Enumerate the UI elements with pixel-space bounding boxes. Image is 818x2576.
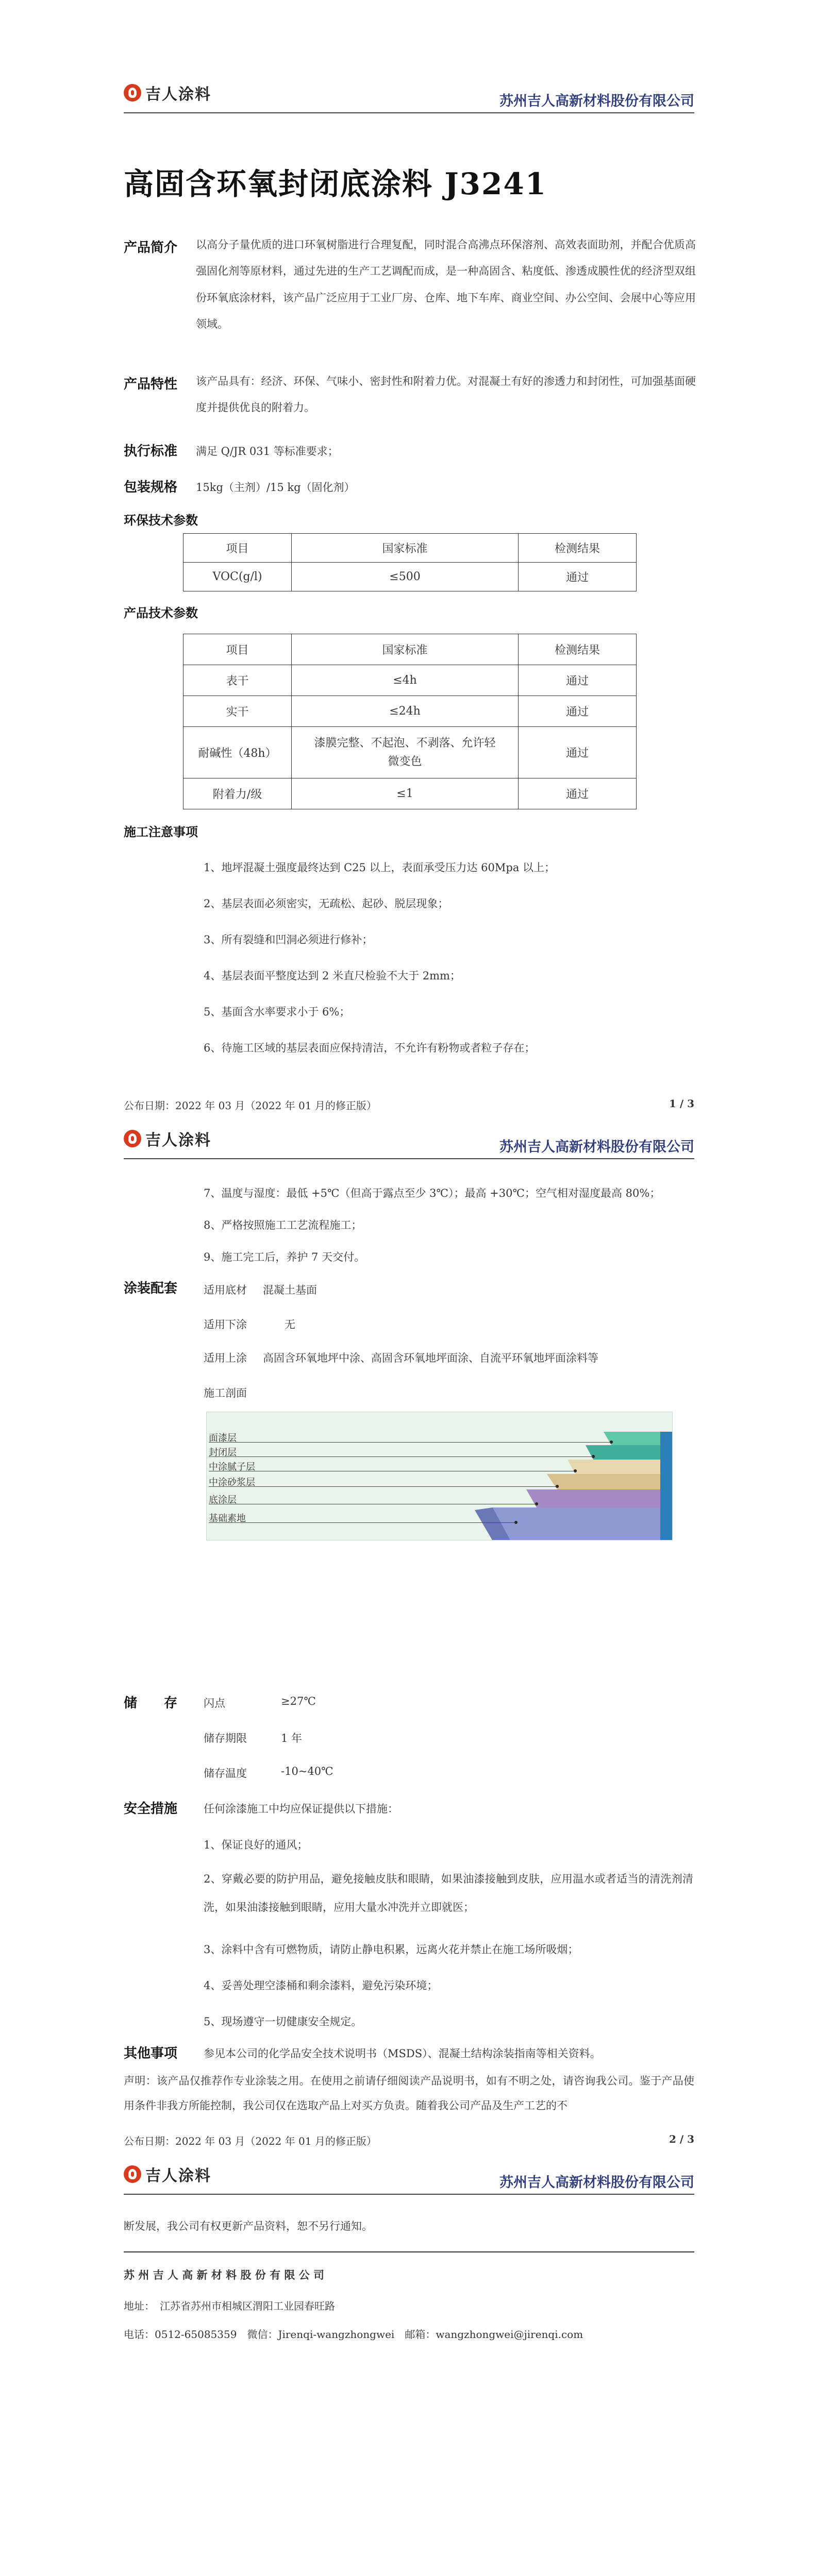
leader-line [209, 1522, 516, 1523]
layer-label: 面漆层 [209, 1433, 237, 1444]
layer-stack-graphic [207, 1412, 673, 1540]
coating-key: 适用上涂 [204, 1352, 247, 1364]
leader-line [209, 1486, 557, 1487]
safety-label: 安全措施 [124, 1801, 178, 1817]
storage-label: 储 存 [124, 1696, 178, 1711]
package-text: 15kg（主剂）/15 kg（固化剂） [196, 481, 355, 494]
note-item: 4、基层表面平整度达到 2 米直尺检验不大于 2mm； [204, 970, 461, 982]
footer-date: 公布日期：2022 年 03 月（2022 年 01 月的修正版） [124, 1099, 377, 1112]
header-company: 苏州吉人高新材料股份有限公司 [499, 93, 694, 109]
footer-date: 公布日期：2022 年 03 月（2022 年 01 月的修正版） [124, 2135, 377, 2147]
table-cell: ≤1 [292, 778, 519, 809]
env-params-title: 环保技术参数 [124, 513, 198, 528]
page-header-1 [124, 82, 694, 113]
table-cell: 附着力/级 [183, 778, 292, 809]
layer-label: 中涂砂浆层 [209, 1477, 255, 1488]
safety-item: 5、现场遵守一切健康安全规定。 [204, 2015, 362, 2028]
note-item: 1、地坪混凝土强度最终达到 C25 以上，表面承受压力达 60Mpa 以上； [204, 861, 556, 874]
note-item: 5、基面含水率要求小于 6%； [204, 1006, 350, 1018]
header-company: 苏州吉人高新材料股份有限公司 [499, 1139, 694, 1155]
intro-label: 产品简介 [124, 240, 178, 256]
logo-icon [124, 1130, 141, 1147]
table-header-cell: 项目 [183, 634, 292, 665]
notes-title: 施工注意事项 [124, 824, 198, 839]
leader-line [209, 1456, 593, 1457]
table-header-row [183, 634, 637, 665]
page-header-2 [124, 1128, 694, 1159]
table-cell: 通过 [519, 778, 637, 809]
table-cell: 表干 [183, 665, 292, 696]
contact-address: 地址： 江苏省苏州市相城区渭阳工业园春旺路 [124, 2300, 335, 2312]
safety-intro: 任何涂漆施工中均应保证提供以下措施： [204, 1803, 398, 1815]
logo-icon [124, 2165, 141, 2183]
table-cell: 通过 [519, 727, 637, 778]
contact-phone: 电话：0512-65085359 微信：Jirenqi-wangzhongwei 邮箱：wangzhongwei@jirenqi.com [124, 2328, 583, 2341]
construction-section-diagram [206, 1412, 673, 1540]
page-header-3 [124, 2164, 694, 2195]
note-item: 8、严格按照施工工艺流程施工； [204, 1219, 362, 1231]
disclaimer-continued: 断发展，我公司有权更新产品资料，恕不另行通知。 [124, 2220, 373, 2232]
company-logo [124, 1128, 211, 1149]
logo-icon [124, 84, 141, 101]
header-company: 苏州吉人高新材料股份有限公司 [499, 2175, 694, 2191]
intro-text: 以高分子量优质的进口环氧树脂进行合理复配，同时混合高沸点环保溶剂、高效表面助剂，并配合优质高强固化剂等原材料，通过先进的生产工艺调配而成，是一种高固含、粘度低、渗透成膜性优的经济型双组份环氧底涂材料，该产品广泛应用于工业厂房、仓库、地下车库、商业空间、办公空间、会展中心等应用领域。 [196, 239, 696, 331]
sealer-layer-shape [586, 1445, 673, 1460]
table-cell: 通过 [519, 665, 637, 696]
footer-page-number: 1 / 3 [669, 1097, 694, 1110]
page-title: 高固含环氧封闭底涂料 J3241 [124, 166, 547, 201]
features-text: 该产品具有：经济、环保、气味小、密封性和附着力优。对混凝土有好的渗透力和封闭性，可加强基面硬度并提供优良的附着力。 [196, 375, 696, 414]
table-row [183, 563, 637, 591]
env-params-table [183, 533, 637, 591]
note-item: 7、温度与湿度：最低 +5℃（但高于露点至少 3℃）；最高 +30℃；空气相对湿度最高 80%； [204, 1187, 661, 1199]
coating-key: 适用底材 [204, 1284, 247, 1296]
contact-company: 苏 州 吉 人 高 新 材 料 股 份 有 限 公 司 [124, 2268, 325, 2281]
note-item: 3、所有裂缝和凹洞必须进行修补； [204, 934, 373, 946]
table-row [183, 778, 637, 809]
coating-value: 无 [285, 1318, 295, 1331]
table-header-cell: 国家标准 [292, 634, 519, 665]
table-cell: 实干 [183, 696, 292, 727]
leader-line [209, 1442, 611, 1443]
layer-label: 中涂腻子层 [209, 1462, 255, 1472]
safety-item: 2、穿戴必要的防护用品，避免接触皮肤和眼睛，如果油漆接触到皮肤，应用温水或者适当的清洗剂清洗，如果油漆接触到眼睛，应用大量水冲洗并立即就医； [204, 1873, 693, 1913]
coating-key: 适用下涂 [204, 1318, 247, 1331]
table-header-row [183, 534, 637, 563]
table-cell: ≤24h [292, 696, 519, 727]
primer-layer-shape [526, 1489, 673, 1507]
table-cell: 通过 [519, 696, 637, 727]
company-logo [124, 82, 211, 103]
table-cell: 耐碱性（48h） [183, 727, 292, 778]
coating-value: 高固含环氧地坪中涂、高固含环氧地坪面涂、自流平环氧地坪面涂料等 [263, 1352, 598, 1364]
prod-params-title: 产品技术参数 [124, 605, 198, 620]
page-footer-2 [124, 2133, 694, 2154]
edge-layer-shape [660, 1432, 673, 1540]
table-cell: VOC(g/l) [183, 563, 292, 591]
logo-text: 吉人涂料 [145, 2167, 211, 2185]
table-header-cell: 国家标准 [292, 534, 519, 563]
table-cell: ≤4h [292, 665, 519, 696]
safety-item: 3、涂料中含有可燃物质，请防止静电积累，远离火花并禁止在施工场所吸烟； [204, 1943, 579, 1956]
page-footer-1 [124, 1097, 694, 1118]
table-header-cell: 项目 [183, 534, 292, 563]
other-text: 参见本公司的化学品安全技术说明书（MSDS）、混凝土结构涂装指南等相关资料。 [204, 2047, 601, 2060]
divider [124, 2251, 694, 2252]
table-row [183, 727, 637, 778]
safety-item: 1、保证良好的通风； [204, 1839, 308, 1851]
putty-layer-shape [567, 1460, 673, 1474]
features-label: 产品特性 [124, 377, 178, 392]
logo-text: 吉人涂料 [145, 86, 211, 104]
storage-key: 储存温度 [204, 1767, 247, 1780]
base-layer-shape [493, 1507, 673, 1540]
table-cell: ≤500 [292, 563, 519, 591]
table-cell: 通过 [519, 563, 637, 591]
company-logo [124, 2164, 211, 2184]
package-label: 包装规格 [124, 480, 178, 495]
storage-value: 1 年 [281, 1732, 303, 1744]
standard-label: 执行标准 [124, 444, 178, 459]
footer-page-number: 2 / 3 [669, 2133, 694, 2145]
note-item: 2、基层表面必须密实，无疏松、起砂、脱层现象； [204, 897, 449, 910]
disclaimer-text: 声明：该产品仅推荐作专业涂装之用。在使用之前请仔细阅读产品说明书，如有不明之处，请咨询我公司。鉴于产品使用条件非我方所能控制，我公司仅在选取产品上对买方负责。随着我公司产品及生产工艺的不 [124, 2075, 694, 2112]
note-item: 6、待施工区域的基层表面应保持清洁，不允许有粉物或者粒子存在； [204, 1042, 536, 1054]
coating-label: 涂装配套 [124, 1281, 178, 1296]
storage-value: ≥27℃ [281, 1695, 316, 1707]
prod-params-table [183, 634, 637, 809]
logo-text: 吉人涂料 [145, 1131, 211, 1149]
layer-label: 封闭层 [209, 1447, 237, 1458]
storage-value: -10~40℃ [281, 1765, 333, 1777]
storage-key: 储存期限 [204, 1732, 247, 1744]
table-row [183, 665, 637, 696]
mortar-layer-shape [547, 1474, 673, 1489]
layer-label: 底涂层 [209, 1495, 237, 1505]
table-header-cell: 检测结果 [519, 534, 637, 563]
storage-key: 闪点 [204, 1697, 225, 1709]
table-cell: 漆膜完整、不起泡、不剥落、允许轻微变色 [292, 727, 519, 778]
layer-label: 基础素地 [209, 1513, 246, 1524]
other-label: 其他事项 [124, 2046, 178, 2061]
standard-text: 满足 Q/JR 031 等标准要求； [196, 445, 339, 457]
table-header-cell: 检测结果 [519, 634, 637, 665]
note-item: 9、施工完工后，养护 7 天交付。 [204, 1251, 365, 1263]
coating-value: 混凝土基面 [263, 1284, 317, 1296]
diagram-label: 施工剖面 [204, 1387, 247, 1399]
table-row [183, 696, 637, 727]
safety-item: 4、妥善处理空漆桶和剩余漆料，避免污染环境； [204, 1979, 438, 1992]
